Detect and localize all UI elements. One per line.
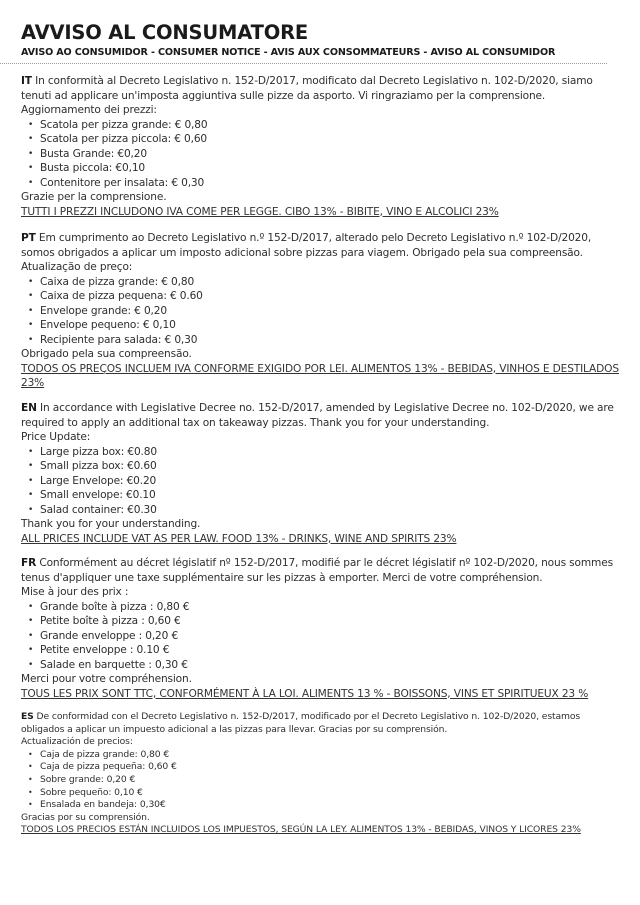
price-list <box>21 118 621 191</box>
price-item: • Sobre grande: 0,20 € <box>40 774 621 787</box>
price-item: • Caja de pizza grande: 0,80 € <box>40 749 621 762</box>
language-code: IT <box>21 75 32 87</box>
price-list <box>21 600 621 673</box>
vat-notice: TODOS LOS PRECIOS ESTÁN INCLUIDOS LOS IMPUESTOS, SEGÚN LA LEY. ALIMENTOS 13% - BEBIDAS, VINOS Y LICORES 23% <box>21 824 581 836</box>
section-intro <box>21 74 621 103</box>
price-list <box>21 275 621 348</box>
thanks-text: Thank you for your understanding. <box>21 518 201 530</box>
price-update-label: Aggiornamento dei prezzi: <box>21 104 157 116</box>
price-item: • Salad container: €0.30 <box>40 503 621 518</box>
price-item: • Busta Grande: €0,20 <box>40 147 621 162</box>
vat-notice: TOUS LES PRIX SONT TTC, CONFORMÉMENT À LA LOI. ALIMENTS 13 % - BOISSONS, VINS ET SPIRITUEUX 23 % <box>21 687 589 700</box>
price-item: • Caixa de pizza grande: € 0,80 <box>40 275 621 290</box>
notice-header <box>21 22 621 59</box>
section-fr <box>21 556 621 701</box>
language-code: FR <box>21 557 37 569</box>
price-list <box>21 749 621 812</box>
section-intro <box>21 401 621 430</box>
thanks-text: Obrigado pela sua compreensão. <box>21 348 192 360</box>
intro-text: Conformément au décret législatif nº 152-D/2017, modifié par le décret législatif nº 102-D/2020, nous sommes tenus d'appliquer une taxe supplémentaire sur les pizzas à emporter. Merci de votre compréhension. <box>21 557 613 584</box>
section-intro <box>21 231 621 260</box>
price-item: • Ensalada en bandeja: 0,30€ <box>40 799 621 812</box>
language-code: ES <box>21 711 34 722</box>
vat-notice: TODOS OS PREÇOS INCLUEM IVA CONFORME EXIGIDO POR LEI. ALIMENTOS 13% - BEBIDAS, VINHOS E DESTILADOS 23% <box>21 362 619 389</box>
price-item: • Large pizza box: €0.80 <box>40 445 621 460</box>
price-item: • Busta piccola: €0,10 <box>40 161 621 176</box>
thanks-text: Merci pour votre compréhension. <box>21 673 192 685</box>
price-update-label: Price Update: <box>21 431 91 443</box>
page-title: AVVISO AL CONSUMATORE <box>21 21 309 44</box>
intro-text: In conformità al Decreto Legislativo n. 152-D/2017, modificato dal Decreto Legislativo n. 102-D/2020, siamo tenuti ad applicare un'imposta aggiuntiva sulle pizze da asporto. Vi ringraziamo per la comprensione. <box>21 75 593 102</box>
section-pt <box>21 231 621 391</box>
price-item: • Scatola per pizza grande: € 0,80 <box>40 118 621 133</box>
price-item: • Petite enveloppe : 0.10 € <box>40 643 621 658</box>
intro-text: In accordance with Legislative Decree no. 152-D/2017, amended by Legislative Decree no. 102-D/2020, we are required to apply an additional tax on takeaway pizzas. Thank you for your understanding. <box>21 402 614 429</box>
language-code: PT <box>21 232 36 244</box>
page-subtitle: AVISO AO CONSUMIDOR - CONSUMER NOTICE - AVIS AUX CONSOMMATEURS - AVISO AL CONSUMIDOR <box>21 47 556 58</box>
intro-text: De conformidad con el Decreto Legislativo n. 152-D/2017, modificado por el Decreto Legislativo n. 102-D/2020, estamos obligados a aplicar un impuesto adicional a las pizzas para llevar. Gracias por su comprensión. <box>21 711 581 735</box>
intro-text: Em cumprimento ao Decreto Legislativo n.º 152-D/2017, alterado pelo Decreto Legislativo n.º 102-D/2020, somos obrigados a aplicar um imposto adicional sobre pizzas para viagem. Obrigado pela sua compreensão. <box>21 232 592 259</box>
price-item: • Contenitore per insalata: € 0,30 <box>40 176 621 191</box>
price-item: • Small envelope: €0.10 <box>40 488 621 503</box>
price-item: • Salade en barquette : 0,30 € <box>40 658 621 673</box>
price-item: • Envelope pequeno: € 0,10 <box>40 318 621 333</box>
dotted-divider <box>0 63 607 64</box>
price-item: • Large Envelope: €0.20 <box>40 474 621 489</box>
price-item: • Caixa de pizza pequena: € 0.60 <box>40 289 621 304</box>
thanks-text: Gracias por su comprensión. <box>21 811 150 823</box>
section-it <box>21 74 621 219</box>
price-item: • Grande boîte à pizza : 0,80 € <box>40 600 621 615</box>
section-intro <box>21 556 621 585</box>
price-item: • Sobre pequeño: 0,10 € <box>40 787 621 800</box>
price-item: • Recipiente para salada: € 0,30 <box>40 333 621 348</box>
section-es <box>21 711 621 837</box>
price-item: • Small pizza box: €0.60 <box>40 459 621 474</box>
vat-notice: ALL PRICES INCLUDE VAT AS PER LAW. FOOD 13% - DRINKS, WINE AND SPIRITS 23% <box>21 532 457 545</box>
price-item: • Caja de pizza pequeña: 0,60 € <box>40 761 621 774</box>
price-list <box>21 445 621 518</box>
thanks-text: Grazie per la comprensione. <box>21 191 167 203</box>
price-item: • Envelope grande: € 0,20 <box>40 304 621 319</box>
vat-notice: TUTTI I PREZZI INCLUDONO IVA COME PER LEGGE. CIBO 13% - BIBITE, VINO E ALCOLICI 23% <box>21 205 499 218</box>
price-item: • Grande enveloppe : 0,20 € <box>40 629 621 644</box>
price-update-label: Atualização de preço: <box>21 261 133 273</box>
section-intro <box>21 711 621 736</box>
language-code: EN <box>21 402 37 414</box>
section-en <box>21 401 621 546</box>
price-item: • Scatola per pizza piccola: € 0,60 <box>40 132 621 147</box>
price-item: • Petite boîte à pizza : 0,60 € <box>40 614 621 629</box>
price-update-label: Mise à jour des prix : <box>21 586 129 598</box>
price-update-label: Actualización de precios: <box>21 736 133 748</box>
